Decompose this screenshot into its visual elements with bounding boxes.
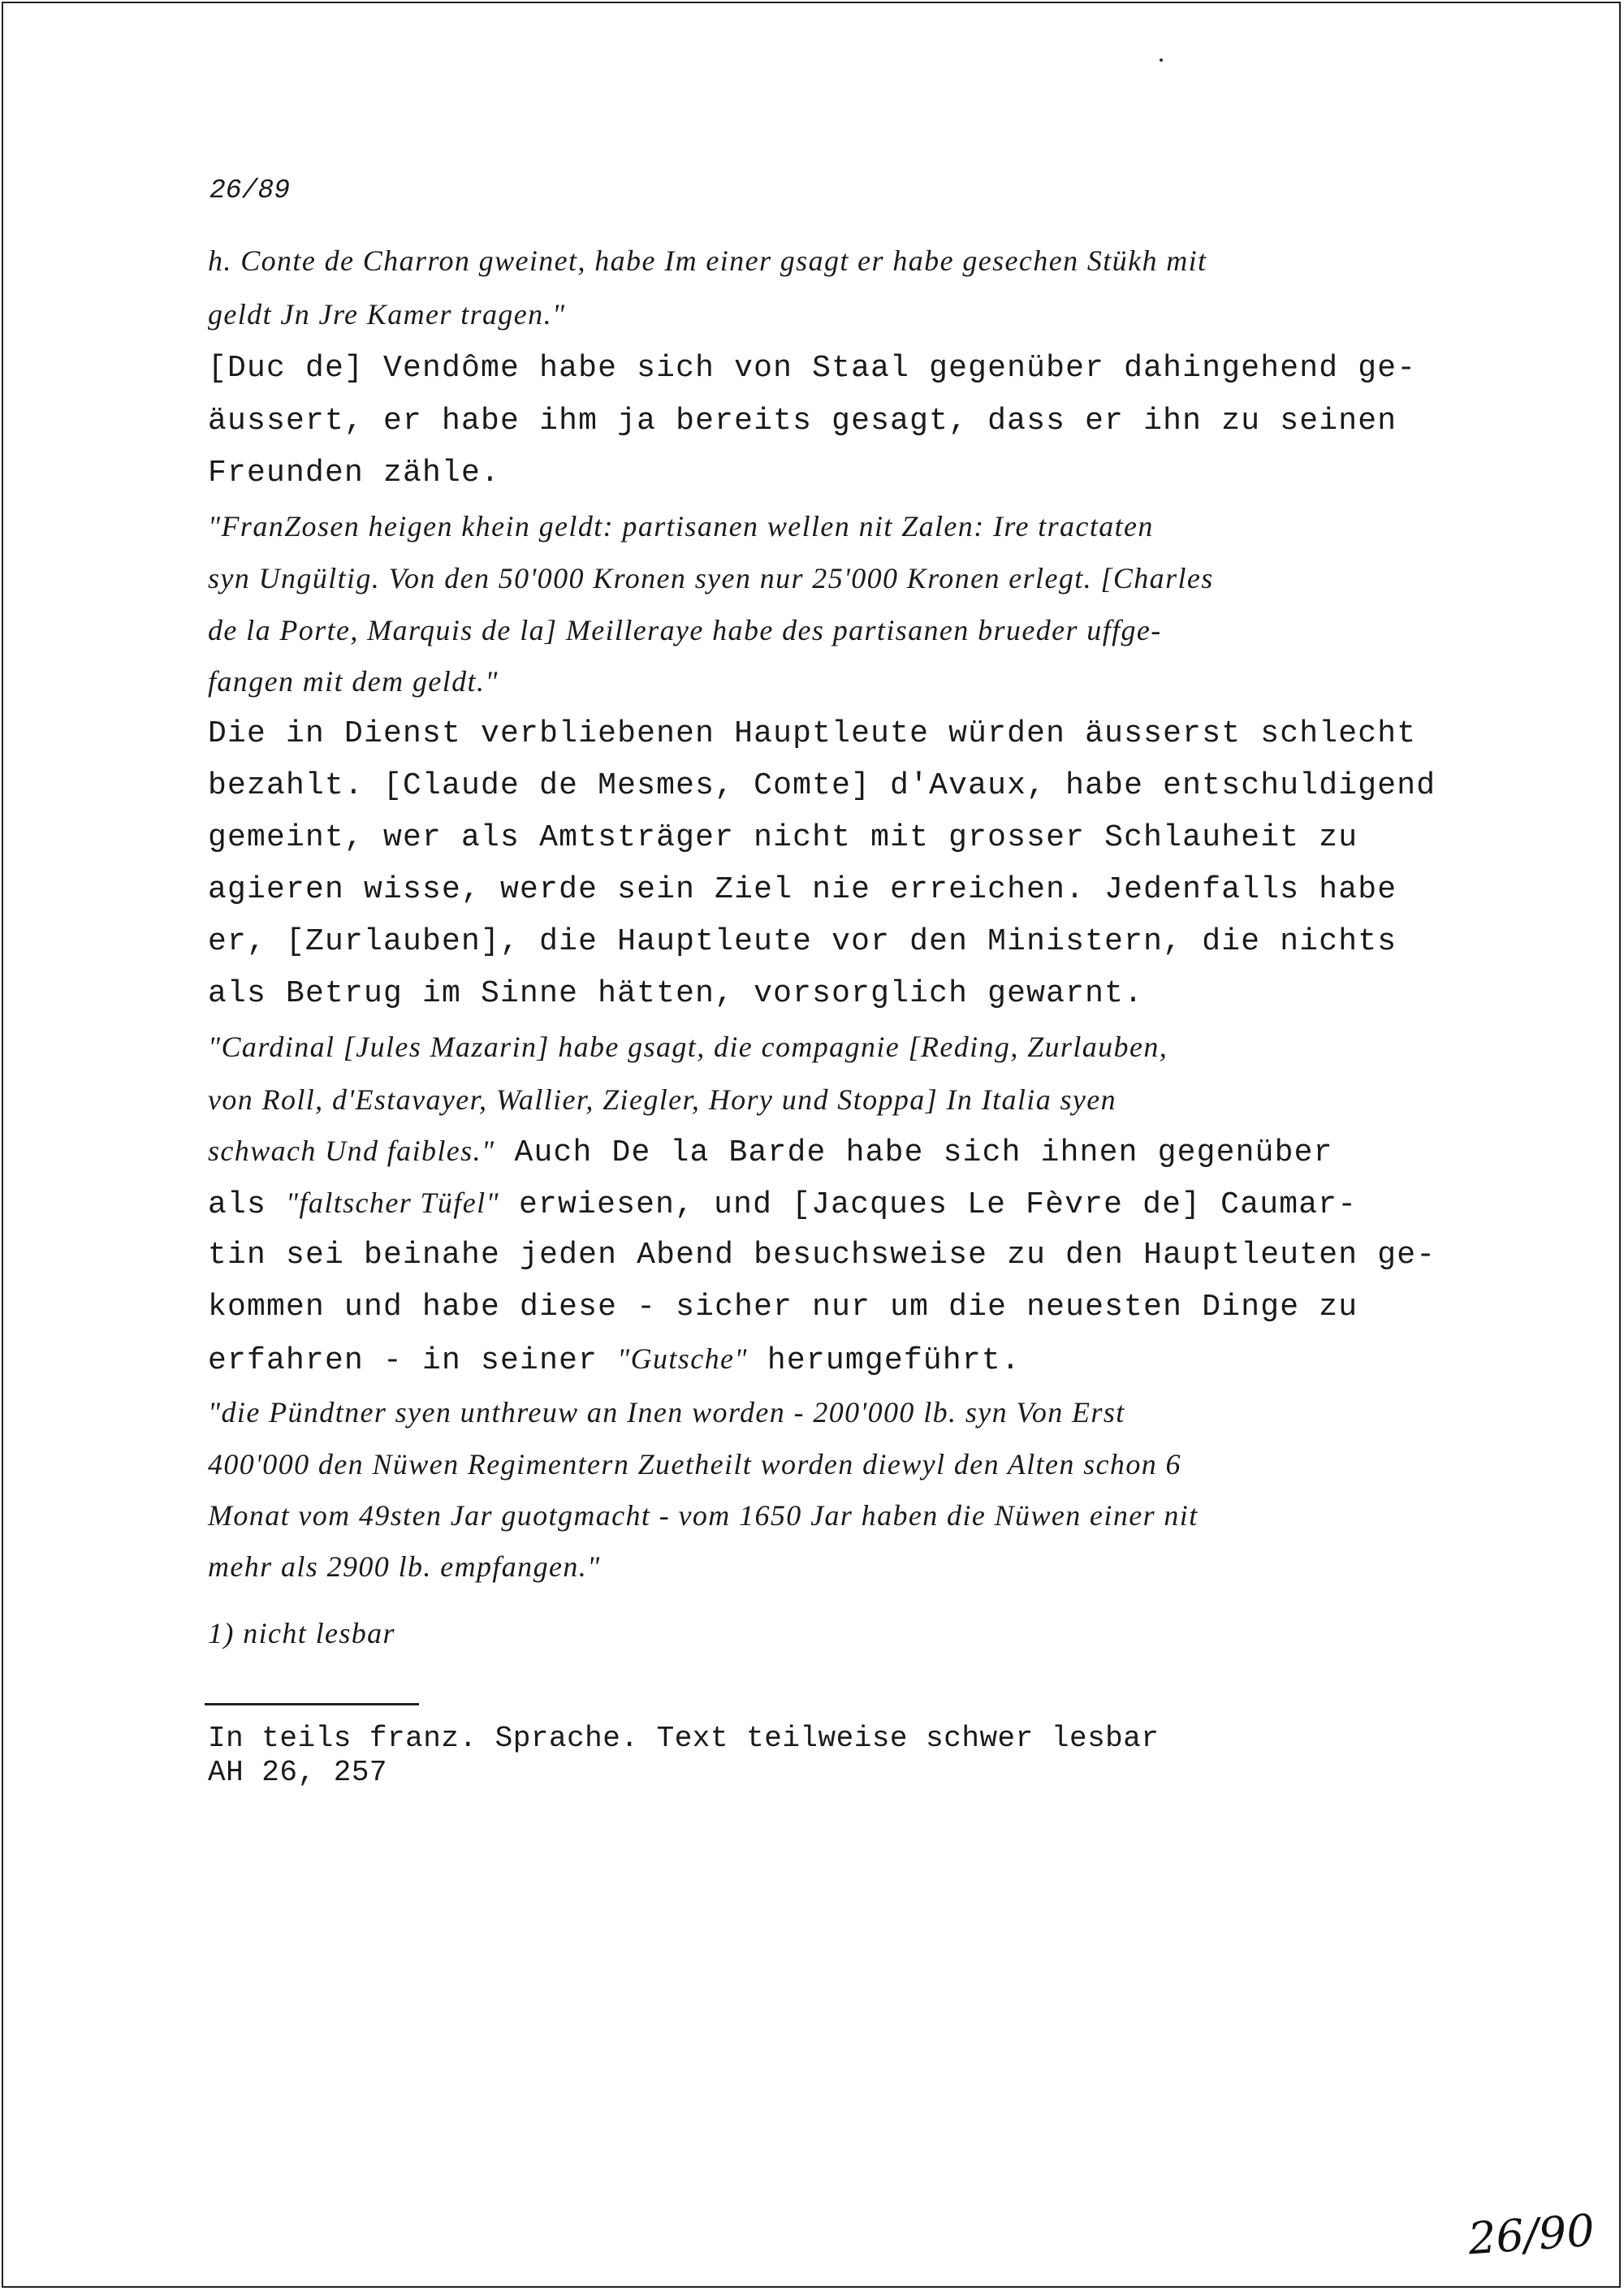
quote-line: h. Conte de Charron gweinet, habe Im einer gsagt er habe gesechen Stükh mit [208, 244, 1207, 277]
body-line: kommen und habe diese - sicher nur um die neuesten Dinge zu [208, 1290, 1358, 1325]
body-line: tin sei beinahe jeden Abend besuchsweise zu den Hauptleuten ge- [208, 1238, 1436, 1273]
mixed-line [208, 1134, 1333, 1170]
handwritten-page-number: 26/90 [1466, 2204, 1596, 2265]
body-line: bezahlt. [Claude de Mesmes, Comte] d'Avaux, habe entschuldigend [208, 768, 1436, 803]
quote-line: "die Pündtner syen unthreuw an Inen worden - 200'000 lb. syn Von Erst [208, 1396, 1125, 1429]
body-fragment: erfahren - in seiner [208, 1343, 618, 1378]
body-fragment: Auch De la Barde habe sich ihnen gegenüber [495, 1135, 1333, 1170]
quote-line: 400'000 den Nüwen Regimentern Zuetheilt worden diewyl den Alten schon 6 [208, 1448, 1181, 1481]
quote-line: syn Ungültig. Von den 50'000 Kronen syen nur 25'000 Kronen erlegt. [Charles [208, 562, 1214, 594]
scan-speck [1160, 58, 1163, 62]
quote-line: geldt Jn Jre Kamer tragen." [208, 298, 566, 331]
quote-line: Monat vom 49sten Jar guotgmacht - vom 1650 Jar haben die Nüwen einer nit [208, 1499, 1199, 1532]
note-line: 1) nicht lesbar [208, 1617, 395, 1649]
quote-line: mehr als 2900 lb. empfangen." [208, 1550, 601, 1583]
quote-line: "Cardinal [Jules Mazarin] habe gsagt, die compagnie [Reding, Zurlauben, [208, 1031, 1168, 1063]
quote-line: fangen mit dem geldt." [208, 665, 499, 698]
quote-line: "FranZosen heigen khein geldt: partisanen wellen nit Zalen: Ire tractaten [208, 510, 1154, 542]
body-line: er, [Zurlauben], die Hauptleute vor den Ministern, die nichts [208, 924, 1397, 959]
quote-line: de la Porte, Marquis de la] Meilleraye habe des partisanen brueder uffge- [208, 614, 1162, 646]
body-line: äussert, er habe ihm ja bereits gesagt, dass er ihn zu seinen [208, 404, 1397, 439]
mixed-line [208, 1186, 1357, 1222]
body-line: agieren wisse, werde sein Ziel nie erreichen. Jedenfalls habe [208, 872, 1397, 907]
body-line: als Betrug im Sinne hätten, vorsorglich gewarnt. [208, 976, 1144, 1011]
page-number: 26/89 [209, 175, 291, 205]
footnote-line: AH 26, 257 [208, 1756, 388, 1789]
footnote-divider [205, 1703, 419, 1705]
body-line: [Duc de] Vendôme habe sich von Staal gegenüber dahingehend ge- [208, 351, 1417, 386]
mixed-line [208, 1342, 1021, 1378]
body-line: gemeint, wer als Amtsträger nicht mit grosser Schlauheit zu [208, 820, 1358, 855]
quote-line: von Roll, d'Estavayer, Wallier, Ziegler, Hory und Stoppa] In Italia syen [208, 1083, 1117, 1116]
body-fragment: herumgeführt. [747, 1343, 1021, 1378]
body-line: Freunden zähle. [208, 456, 501, 491]
quote-fragment: "faltscher Tüfel" [286, 1187, 500, 1219]
footnote-line: In teils franz. Sprache. Text teilweise schwer lesbar [208, 1722, 1160, 1755]
body-fragment: erwiesen, und [Jacques Le Fèvre de] Caumar- [499, 1187, 1358, 1222]
quote-fragment: schwach Und faibles." [208, 1135, 495, 1167]
quote-fragment: "Gutsche" [617, 1342, 748, 1375]
body-fragment: als [208, 1187, 287, 1222]
body-line: Die in Dienst verbliebenen Hauptleute würden äusserst schlecht [208, 716, 1417, 751]
